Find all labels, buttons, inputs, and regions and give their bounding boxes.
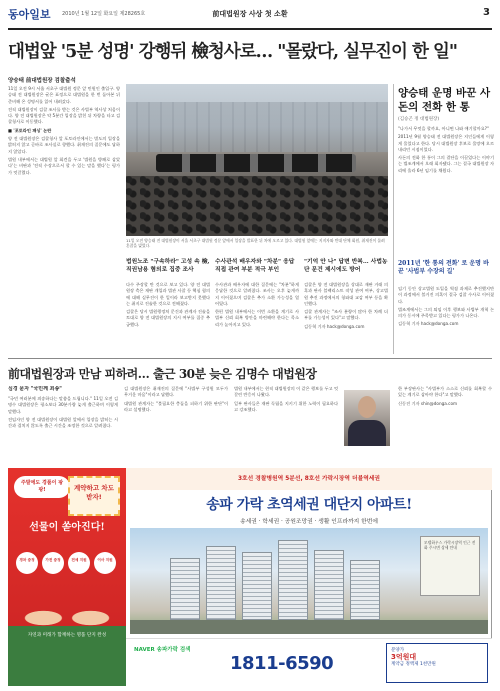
ad-tagline: 송세권 · 학세권 · 공원조망권 · 생활 인프라까지 한번에 (240, 519, 378, 525)
lead-headline: 대법앞 '5분 성명' 강행뒤 檢청사로… "몰랐다, 실무진이 한 일" (8, 42, 457, 62)
ad-benefit-circle: 전세 지원 (68, 552, 90, 574)
page-number: 3 (483, 7, 490, 18)
ad-weekend-badge: 주말에도 경품이 팡팡! (14, 476, 70, 498)
ad-hands-illustration (8, 586, 126, 626)
issue-info: 2010년 1월 12일 화요일 제28265호 (62, 11, 146, 17)
paragraph: 검찰 관계자는 "조사 분량이 많아 한 차례 더 부를 가능성이 있다"고 말했다. (304, 309, 388, 321)
second-column-4 (398, 386, 492, 460)
photo-building (126, 102, 388, 152)
kicker-text: 심경 묻자 "국민께 죄송" (8, 386, 62, 392)
byline: 김동혁 기자 hack@donga.com (398, 321, 459, 327)
subheading: ■ '포토라인 패싱' 논란 (8, 127, 52, 133)
paragraph: 법원 내부에서는 대법원 앞 회견을 두고 '법원을 방패로 삼았다'는 비판과 '전직 수장으로서 할 수 있는 말을 했다'는 평가가 엇갈렸다. (8, 156, 120, 175)
lead-photo[interactable] (126, 84, 388, 236)
newspaper-logo[interactable]: 동아일보 (8, 8, 51, 21)
lead-column-4 (304, 282, 388, 348)
apartment-tower (314, 550, 344, 620)
second-kicker (8, 386, 118, 394)
ad-contact-bar (126, 638, 492, 686)
ad-search-hint[interactable]: NAVER 송파가락 검색 (134, 647, 191, 653)
ad-left-bigtext: 선물이 쏟아진다! (29, 522, 105, 533)
sub-headline: 법원노조 "구속하라" 고성 속 檢, 직권남용 혐의로 집중 조사 (126, 259, 210, 273)
ad-road (130, 620, 488, 634)
section-title: 前대법원장 사상 첫 소환 (212, 10, 288, 18)
apartment-tower (170, 558, 200, 620)
apartment-tower (278, 540, 308, 620)
paragraph: 한편 법원 내부에서는 이번 소환을 계기로 사법부 신뢰 회복 방안을 마련해야 한다는 목소리가 높아지고 있다. (215, 309, 299, 327)
ad-location-map[interactable]: 모델하우스 가락시장역 인근 전화 주시면 상세 안내 (420, 536, 480, 596)
paragraph: 전직 대법원장이 검찰 조사를 받는 것은 사법부 역사상 처음이다. 양 전 대법원장은 약 5분간 입장을 밝힌 뒤 차량을 타고 검찰청사로 이동했다. (8, 106, 120, 125)
photo-crowd (126, 176, 388, 236)
paragraph: 검찰은 양 전 대법원장을 상대로 재판 거래 의혹과 판사 블랙리스트 작성 관여 여부, 상고법원 추진 과정에서의 청와대 교감 여부 등을 확인했다. (304, 282, 388, 306)
ad-benefit-circles (16, 552, 118, 582)
byline: 신동진 기자 shin@donga.com (398, 400, 458, 406)
ad-footer-slogan: 자연과 미래가 함께하는 명품 단지 완성 (8, 626, 126, 686)
paragraph: 수사관과 배우자에 대한 질문에는 "차분"하게 응답한 것으로 알려졌다. 조사는 오후 늦게까지 이어졌으며 검찰은 추가 소환 가능성을 열어뒀다. (215, 282, 299, 306)
paragraph: 일부 판사들은 재판 독립을 지키기 위한 노력이 필요하다고 강조했다. (234, 400, 338, 412)
paragraph: 법원 내부에서는 현직 대법원장의 이 같은 행보를 두고 엇갈린 반응이 나왔다. (234, 386, 338, 398)
sub-headline: 수사관석 배우자와 "차분" 응답 직접 관여 부분 적극 부인 (215, 259, 295, 273)
apartment-tower (242, 552, 272, 620)
paragraph: 대법원 관계자는 "불필요한 충돌을 피하기 위한 판단"이라고 설명했다. (124, 400, 228, 412)
column-divider (393, 84, 394, 354)
side-column-1 (398, 126, 494, 256)
side-column-2 (398, 286, 494, 354)
ad-deposit: 계약금 정액제 1천만원 (391, 662, 436, 667)
byline: 김동혁 기자 hack@donga.com (304, 323, 365, 329)
paragraph: 다수 주장할 만 것으로 보고 있다. 양 전 대법원장 측은 재판 개입과 법관 사찰 등 핵심 혐의에 대해 실무진이 한 일이라 보고받지 못했다는 취지로 진술한 것으로 전해졌다. (126, 282, 210, 306)
apartment-tower (350, 560, 380, 620)
lead-column-2 (126, 282, 210, 348)
paragraph: 임기 동안 상고법원 도입을 역점 과제로 추진했지만 이 과정에서 불거진 의혹이 결국 검찰 수사로 이어졌다. (398, 286, 494, 304)
ad-phone-number[interactable]: 1811-6590 (230, 653, 334, 674)
apartment-tower (206, 546, 236, 620)
portrait-head (358, 396, 376, 418)
second-column-3 (234, 386, 338, 460)
second-headline: 前대법원장과 만남 피하려… 출근 30분 늦은 김명수 대법원장 (8, 367, 317, 381)
paragraph: "국민 여러분께 죄송하다는 말씀을 드립니다." 11일 오전 김명수 대법원장은 평소보다 30분가량 늦게 출근하며 이렇게 말했다. (8, 396, 118, 414)
section-divider (8, 358, 492, 359)
second-column-1 (8, 396, 118, 460)
paragraph: 법조계에서는 그의 퇴임 이후 행보와 사법부 개혁 논의가 동시에 주목받고 있다는 평가가 나온다. (398, 306, 494, 319)
paragraph: 김 대법원장은 취재진의 질문에 "사법부 구성원 모두가 무거운 마음"이라고 답했다. (124, 386, 228, 398)
ad-benefit-circle: 이사 지원 (94, 552, 116, 574)
portrait-body (348, 420, 386, 446)
paragraph: 양 전 대법원장은 검찰청사 앞 포토라인에서는 별도의 입장을 밝히지 않고 곧바로 조사실로 향했다. 취재진의 질문에도 답하지 않았다. (8, 136, 120, 154)
ad-main-panel[interactable] (126, 468, 492, 686)
lead-column-1 (8, 86, 120, 348)
lead-kicker: 양승태 前대법원장 검찰출석 (8, 78, 76, 84)
paragraph: 한 부장판사는 "사법부가 스스로 신뢰를 회복할 수 있는 계기로 삼아야 한다"고 말했다. (398, 386, 492, 398)
side-subtitle: (김승곤 정 대법원장) (398, 117, 440, 122)
sub-headlines (126, 258, 388, 274)
sub-headline: "기억 안 나" 답변 반복… 사법농단 문건 제시에도 방어 (304, 259, 388, 273)
ad-price-label: 분양가 (391, 648, 405, 653)
paragraph: 11일 오전 9시 서울 서초구 대법원 정문 앞 민원인 출입구. 양승태 전 대법원장은 굳은 표정으로 대법원을 한 번 돌아본 뒤 준비해 온 성명서를 읽어 내려갔다. (8, 86, 120, 104)
photo-cars (156, 154, 356, 172)
lead-column-3 (215, 282, 299, 348)
ad-top-banner: 3호선 경찰병원역 5분선, 8호선 가락시장역 더블역세권 (126, 468, 492, 490)
paragraph: 전임자인 양 전 대법원장이 대법원 앞에서 입장을 밝히는 시간과 겹치지 않도록 출근 시간을 조정한 것으로 알려졌다. (8, 416, 118, 429)
ad-apartment-rendering (130, 528, 488, 634)
ad-benefit-circle: 가전 증정 (42, 552, 64, 574)
paragraph: 사돈의 전화 한 통이 그의 결단을 이끌었다는 이야기는 법조계에서 오래 회자됐다. 그는 결국 대법원장 자리에 올라 6년 임기를 채웠다. (398, 155, 494, 173)
side-headline: 양승태 운명 바꾼 사돈의 전화 한 통 (398, 87, 491, 113)
paragraph: 2011년 9월 양승태 전 대법원장은 지인들에게 이렇게 물었다고 한다. 당시 대법원장 후보로 물망에 오르내리던 시점이었다. (398, 134, 494, 152)
ad-gift-box: 계약하고 차도 받자! (68, 476, 120, 516)
second-column-2 (124, 386, 228, 460)
side-headline-2: 2011년 '한 통의 전화' 로 운명 바꾼 '사법부 수장의 길' (398, 260, 489, 275)
ad-title: 송파 가락 초역세권 대단지 아파트! (206, 497, 412, 513)
masthead (8, 4, 492, 30)
portrait-photo[interactable] (344, 390, 390, 446)
ad-benefit-circle: 경차 증정 (16, 552, 38, 574)
ad-price-box (386, 643, 488, 683)
ad-price: 3억원대 (391, 653, 417, 661)
photo-caption: 11일 오전 양승태 전 대법원장이 서울 서초구 대법원 정문 앞에서 입장을 발표한 뒤 차에 오르고 있다. 대법원 앞에는 지지자와 반대 단체 회원, 취재진이 몰려 혼잡을 빚었다. (126, 238, 385, 249)
paragraph: 검찰은 당시 법원행정처 문건과 관계자 진술을 토대로 양 전 대법원장의 지시 여부를 집중 추궁했다. (126, 309, 210, 327)
paragraph: "나가서 무엇을 할까요, 아니면 나와 얘기할까요?" (398, 126, 489, 131)
